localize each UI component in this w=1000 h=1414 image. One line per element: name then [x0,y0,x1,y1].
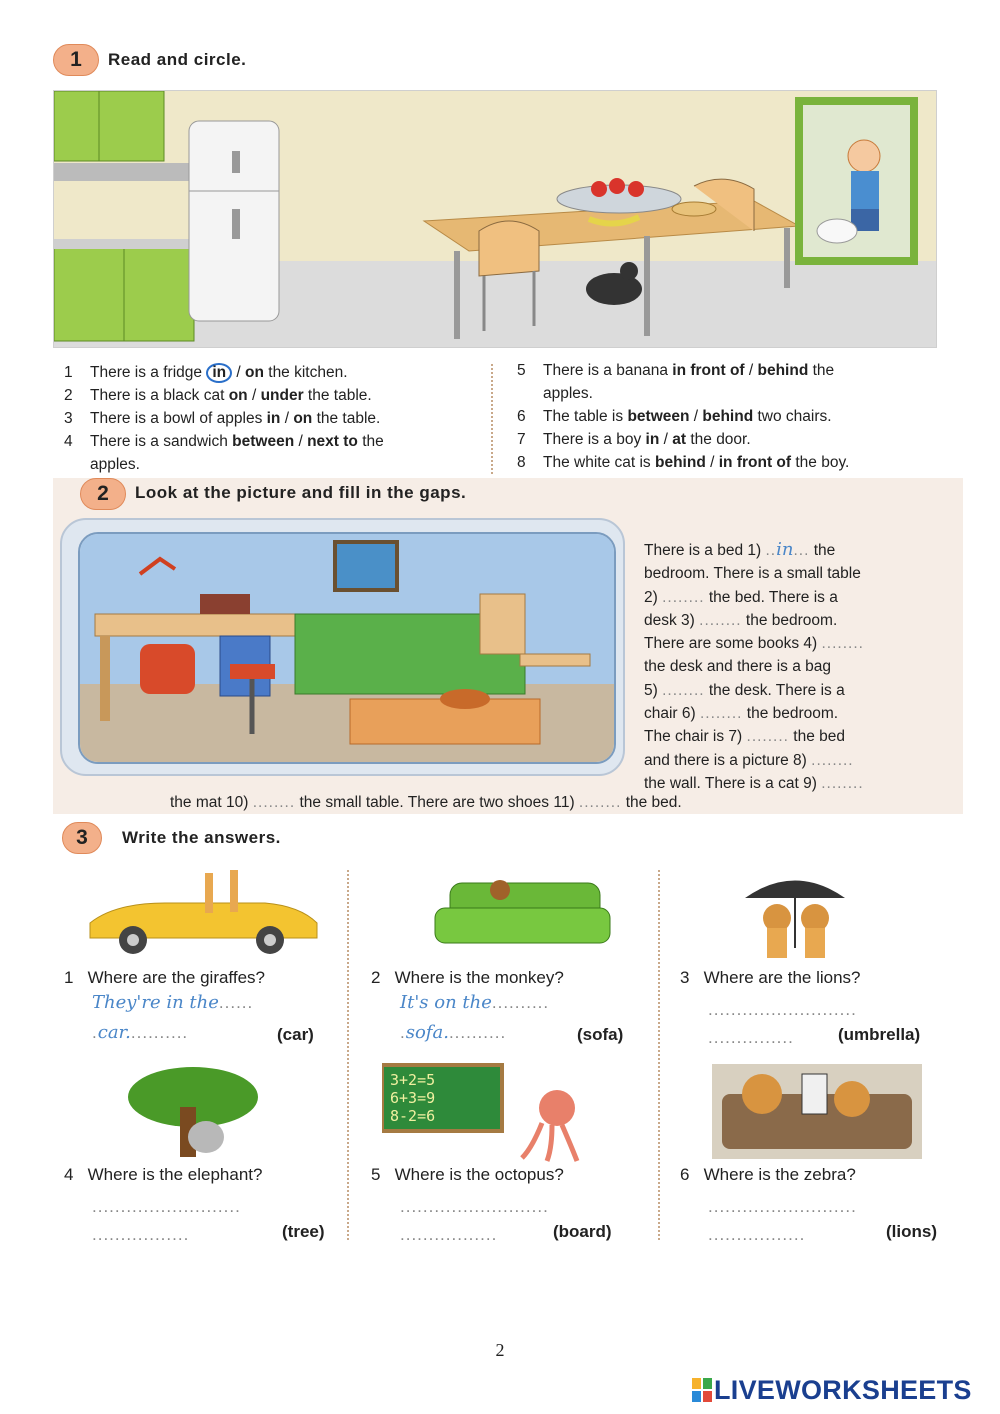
ex1-sentence-2: 2 There is a black cat on / under the table. [64,387,372,404]
option-2[interactable]: on [293,410,313,427]
question-1: 1 Where are the giraffes? [64,968,265,987]
exercise-number-badge: 3 [62,822,102,854]
umbrella-lions-picture [735,868,855,963]
answer-3-line-1[interactable]: .......................... [708,1000,857,1019]
ex1-sentence-6: 6 The table is between / behind two chairs. [517,408,832,425]
page-number: 2 [495,1340,505,1360]
kitchen-illustration [53,90,937,348]
option-1[interactable]: behind [655,454,706,471]
ex2-gap-text: There is a bed 1) ..in... the bedroom. There is a small table 2) ........ the bed. There is a desk 3) ........ the bedroom. There are some books 4) ........ the desk and there is a bag 5) ........ the desk. There is a chair 6) ........ the bedroom. The chair is 7) ........ the bed and there is a picture 8) ........ the wall. There is a cat 9) ........ [644,539,864,792]
answer-3-line-2[interactable]: ............... [708,1028,794,1047]
hint-4: (tree) [282,1222,325,1241]
bedroom-illustration [78,532,616,764]
circled-answer[interactable]: in [206,363,232,383]
answer-6-line-1[interactable]: .......................... [708,1197,857,1216]
gap-1-answer[interactable]: in [776,539,794,560]
answer-1-line-2[interactable]: .car........... [92,1022,189,1043]
hint-2: (sofa) [577,1025,624,1044]
answer-2-line-1[interactable]: It's on the.......... [400,992,550,1013]
exercise-number-badge: 2 [80,478,126,510]
gap-6[interactable]: ........ [700,705,743,723]
option-1[interactable]: between [627,408,690,425]
gap-9[interactable]: ........ [821,774,864,792]
exercise-title: Read and circle. [108,50,247,69]
gap-4[interactable]: ........ [821,635,864,653]
gap-5[interactable]: ........ [662,681,705,699]
gap-10[interactable]: ........ [252,794,296,811]
option-1[interactable]: on [228,387,248,404]
tree-elephant-picture [118,1062,268,1162]
question-2: 2 Where is the monkey? [371,968,564,987]
ex1-sentence-5-cont: apples. [543,385,593,402]
hint-6: (lions) [886,1222,937,1241]
option-1[interactable]: between [232,433,295,450]
ex1-sentence-3: 3 There is a bowl of apples in / on the table. [64,410,381,427]
question-4: 4 Where is the elephant? [64,1165,263,1184]
board-writing: 3+2=5 6+3=9 8-2=6 [390,1071,436,1125]
ex2-gap-text-last: the mat 10) ........ the small table. There are two shoes 11) ........ the bed. [170,794,682,811]
exercise-title: Look at the picture and fill in the gaps. [135,483,467,502]
gap-7[interactable]: ........ [746,728,789,746]
option-2[interactable]: under [260,387,304,404]
option-1[interactable]: in [645,431,660,448]
option-1[interactable]: in front of [672,362,745,379]
answer-4-line-1[interactable]: .......................... [92,1197,241,1216]
question-6: 6 Where is the zebra? [680,1165,856,1184]
answer-1-line-1[interactable]: They're in the...... [92,992,254,1013]
question-5: 5 Where is the octopus? [371,1165,564,1184]
option-2[interactable]: next to [307,433,358,450]
ex1-sentence-7: 7 There is a boy in / at the door. [517,431,751,448]
option-2[interactable]: behind [702,408,754,425]
answer-5-line-1[interactable]: .......................... [400,1197,549,1216]
sofa-monkey-picture [430,868,615,958]
liveworksheets-logo-icon [692,1378,712,1402]
car-giraffes-picture [85,868,325,958]
column-divider [658,870,660,1240]
gap-8[interactable]: ........ [811,751,854,769]
exercise-title: Write the answers. [122,828,281,847]
option-1[interactable]: in [266,410,281,427]
option-on[interactable]: on [245,364,264,381]
exercise-number-badge: 1 [53,44,99,76]
option-2[interactable]: behind [757,362,809,379]
gap-3[interactable]: ........ [699,611,742,629]
hint-3: (umbrella) [838,1025,921,1044]
ex1-sentence-1: 1 There is a fridge in / on the kitchen. [64,364,348,381]
option-2[interactable]: at [672,431,687,448]
option-2[interactable]: in front of [718,454,792,471]
question-3: 3 Where are the lions? [680,968,861,987]
ex1-sentence-5: 5 There is a banana in front of / behind the [517,362,835,379]
answer-2-line-2[interactable]: .sofa........... [400,1022,507,1043]
ex1-sentence-8: 8 The white cat is behind / in front of the boy. [517,454,850,471]
hint-5: (board) [553,1222,612,1241]
hint-1: (car) [277,1025,314,1044]
lions-zebra-picture [712,1064,922,1159]
answer-4-line-2[interactable]: ................. [92,1225,190,1244]
gap-2[interactable]: ........ [662,588,705,606]
brand-name[interactable]: LIVEWORKSHEETS [714,1375,972,1405]
column-divider [491,364,493,474]
ex1-sentence-4: 4 There is a sandwich between / next to the [64,433,384,450]
column-divider [347,870,349,1240]
ex1-sentence-4-cont: apples. [90,456,140,473]
answer-6-line-2[interactable]: ................. [708,1225,806,1244]
gap-11[interactable]: ........ [578,794,622,811]
answer-5-line-2[interactable]: ................. [400,1225,498,1244]
